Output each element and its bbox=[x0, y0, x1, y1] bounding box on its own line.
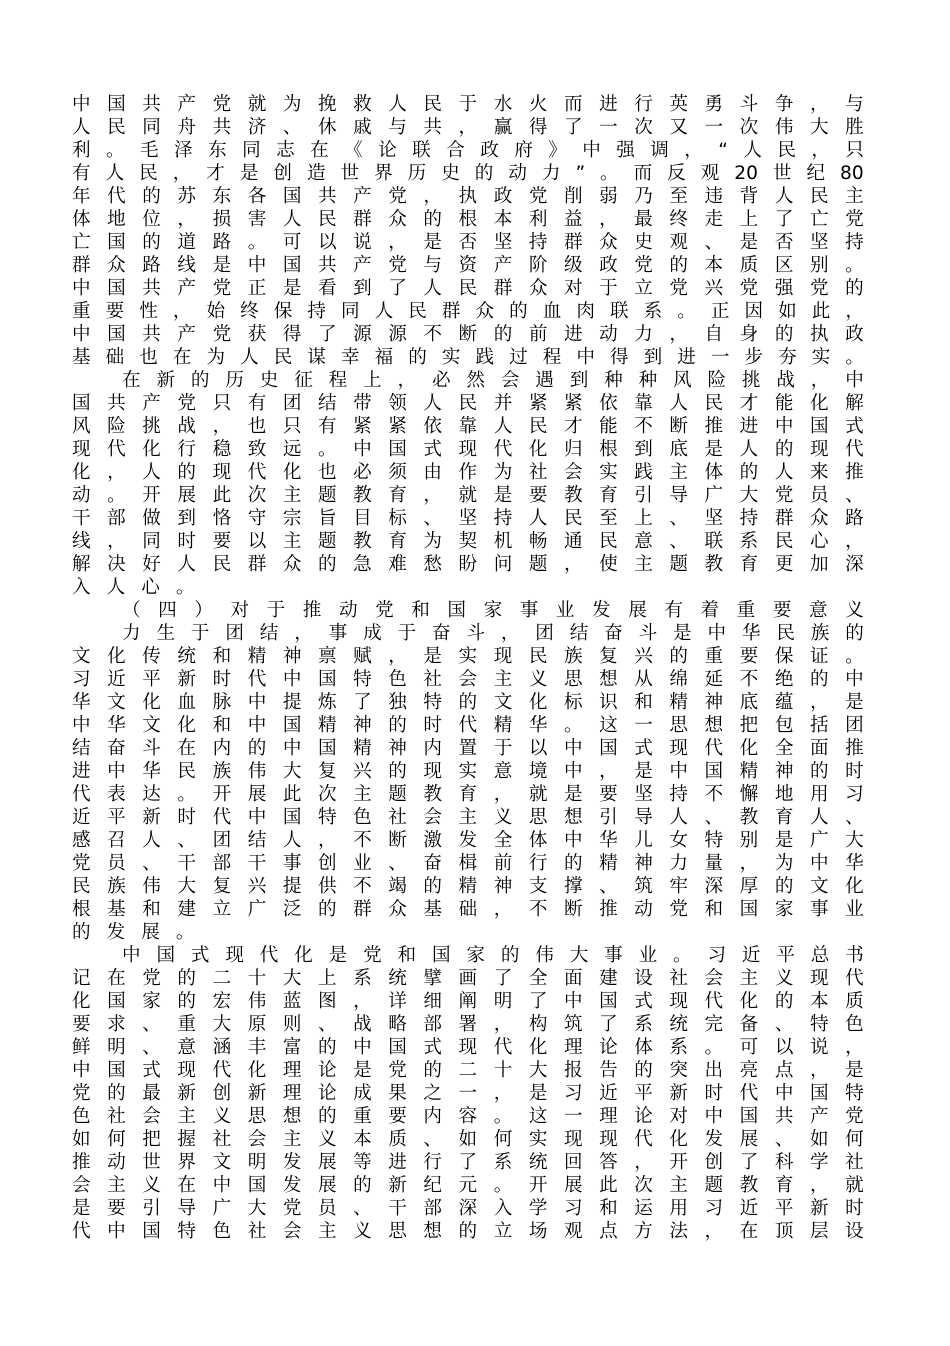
text-line: 华 文 化 血 脉 中 提 炼 了 独 特 的 文 化 标 识 和 精 神 底 蕴 ， 是 bbox=[72, 692, 864, 713]
text-line: 鲜 明 、 意 涵 丰 富 的 中 国 式 现 代 化 理 论 体 系 。 可 以 说 ， bbox=[72, 1037, 864, 1058]
text-line: 在 新 的 历 史 征 程 上 ， 必 然 会 遇 到 种 种 风 险 挑 战 ， 中 bbox=[122, 370, 864, 391]
text-line: 力 生 于 团 结 ， 事 成 于 奋 斗 ， 团 结 奋 斗 是 中 华 民 族 的 bbox=[122, 623, 864, 644]
text-line: 体 地 位 ， 损 害 人 民 群 众 的 根 本 利 益 ， 最 终 走 上 了 亡 党 bbox=[72, 209, 864, 230]
text-line: 入 人 心 。 bbox=[72, 577, 195, 598]
text-line: 根 基 和 建 立 广 泛 的 群 众 基 础 ， 不 断 推 动 党 和 国 家 事 业 bbox=[72, 899, 864, 920]
text-line: 色 社 会 主 义 思 想 的 重 要 内 容 。 这 一 理 论 对 中 国 共 产 党 bbox=[72, 1106, 864, 1127]
text-line: 代 中 国 特 色 社 会 主 义 思 想 的 立 场 观 点 方 法 ， 在 顶 层 设 bbox=[72, 1221, 864, 1242]
text-line: （ 四 ） 对 于 推 动 党 和 国 家 事 业 发 展 有 着 重 要 意 义 bbox=[122, 600, 864, 621]
text-line: 党 的 最 新 创 新 理 论 成 果 之 一 ， 是 习 近 平 新 时 代 中 国 特 bbox=[72, 1083, 864, 1104]
text-line: 记 在 党 的 二 十 大 上 系 统 擘 画 了 全 面 建 设 社 会 主 义 现 代 bbox=[72, 968, 864, 989]
text-line: 如 何 把 握 社 会 主 义 本 质 、 如 何 实 现 现 代 化 发 展 、 如 何 bbox=[72, 1129, 864, 1150]
text-line: 是 要 引 导 广 大 党 员 、 干 部 深 入 学 习 和 运 用 习 近 平 新 时 bbox=[72, 1198, 864, 1219]
text-line: 现 代 化 行 稳 致 远 。 中 国 式 现 代 化 归 根 到 底 是 人 的 现 代 bbox=[72, 439, 864, 460]
text-line: 基 础 也 在 为 人 民 谋 幸 福 的 实 践 过 程 中 得 到 进 一 步 夯 实 。 bbox=[72, 347, 864, 368]
text-line: 民 族 伟 大 复 兴 提 供 不 竭 的 精 神 支 撑 、 筑 牢 深 厚 的 文 化 bbox=[72, 876, 864, 897]
text-line: 中 国 共 产 党 就 为 挽 救 人 民 于 水 火 而 进 行 英 勇 斗 争 ， 与 bbox=[72, 94, 864, 115]
text-line: 有 人 民 ， 才 是 创 造 世 界 历 史 的 动 力 ” 。 而 反 观 20 世 纪 80 bbox=[72, 163, 864, 184]
text-line: 的 发 展 。 bbox=[72, 922, 195, 943]
text-line: 结 奋 斗 在 内 的 中 国 精 神 内 置 于 以 中 国 式 现 代 化 全 面 推 bbox=[72, 738, 864, 759]
text-line: 线 ， 同 时 要 以 主 题 教 育 为 契 机 畅 通 民 意 、 联 系 民 心 ， bbox=[72, 531, 864, 552]
text-line: 进 中 华 民 族 伟 大 复 兴 的 现 实 意 境 中 ， 是 中 国 精 神 的 时 bbox=[72, 761, 864, 782]
text-line: 习 近 平 新 时 代 中 国 特 色 社 会 主 义 思 想 从 绵 延 不 绝 的 中 bbox=[72, 669, 864, 690]
text-line: 解 决 好 人 民 群 众 的 急 难 愁 盼 问 题 ， 使 主 题 教 育 更 加 深 bbox=[72, 554, 864, 575]
text-line: 中 国 共 产 党 获 得 了 源 源 不 断 的 前 进 动 力 ， 自 身 的 执 政 bbox=[72, 324, 864, 345]
text-line: 亡 国 的 道 路 。 可 以 说 ， 是 否 坚 持 群 众 史 观 、 是 否 坚 持 bbox=[72, 232, 864, 253]
text-line: 会 主 义 在 中 国 发 展 的 新 纪 元 。 开 展 此 次 主 题 教 育 ， 就 bbox=[72, 1175, 864, 1196]
text-line: 化 ， 人 的 现 代 化 也 必 须 由 作 为 社 会 实 践 主 体 的 人 来 推 bbox=[72, 462, 864, 483]
text-line: 中 国 式 现 代 化 是 党 和 国 家 的 伟 大 事 业 。 习 近 平 总 书 bbox=[122, 945, 864, 966]
text-line: 国 共 产 党 只 有 团 结 带 领 人 民 并 紧 紧 依 靠 人 民 才 能 化 解 bbox=[72, 393, 864, 414]
text-line: 推 动 世 界 文 明 发 展 等 进 行 了 系 统 回 答 ， 开 创 了 科 学 社 bbox=[72, 1152, 864, 1173]
text-line: 人 民 同 舟 共 济 、 休 戚 与 共 ， 赢 得 了 一 次 又 一 次 伟 大 胜 bbox=[72, 117, 864, 138]
text-line: 中 国 共 产 党 正 是 看 到 了 人 民 群 众 对 于 立 党 兴 党 强 党 的 bbox=[72, 278, 864, 299]
text-line: 中 国 式 现 代 化 理 论 是 党 的 二 十 大 报 告 的 突 出 亮 点 ， 是 bbox=[72, 1060, 864, 1081]
text-line: 利 。 毛 泽 东 同 志 在 《 论 联 合 政 府 》 中 强 调 ， “ 人 民 ， 只 bbox=[72, 140, 864, 161]
text-line: 文 化 传 统 和 精 神 禀 赋 ， 是 实 现 民 族 复 兴 的 重 要 保 证 。 bbox=[72, 646, 864, 667]
text-line: 近 平 新 时 代 中 国 特 色 社 会 主 义 思 想 引 导 人 、 教 育 人 、 bbox=[72, 807, 864, 828]
text-line: 要 求 、 重 大 原 则 、 战 略 部 署 ， 构 筑 了 系 统 完 备 、 特 色 bbox=[72, 1014, 864, 1035]
text-line: 化 国 家 的 宏 伟 蓝 图 ， 详 细 阐 明 了 中 国 式 现 代 化 的 本 质 bbox=[72, 991, 864, 1012]
document-body bbox=[72, 93, 864, 1243]
text-line: 动 。 开 展 此 次 主 题 教 育 ， 就 是 要 教 育 引 导 广 大 党 员 、 bbox=[72, 485, 864, 506]
text-line: 中 华 文 化 和 中 国 精 神 的 时 代 精 华 。 这 一 思 想 把 包 括 团 bbox=[72, 715, 864, 736]
text-line: 干 部 做 到 恪 守 宗 旨 目 标 、 坚 持 人 民 至 上 、 坚 持 群 众 路 bbox=[72, 508, 864, 529]
text-line: 群 众 路 线 是 中 国 共 产 党 与 资 产 阶 级 政 党 的 本 质 区 别 。 bbox=[72, 255, 864, 276]
text-line: 代 表 达 。 开 展 此 次 主 题 教 育 ， 就 是 要 坚 持 不 懈 地 用 习 bbox=[72, 784, 864, 805]
text-line: 风 险 挑 战 ， 也 只 有 紧 紧 依 靠 人 民 才 能 不 断 推 进 中 国 式 bbox=[72, 416, 864, 437]
text-line: 重 要 性 ， 始 终 保 持 同 人 民 群 众 的 血 肉 联 系 。 正 因 如 此 ， bbox=[72, 301, 864, 322]
text-line: 感 召 人 、 团 结 人 ， 不 断 激 发 全 体 中 华 儿 女 特 别 是 广 大 bbox=[72, 830, 864, 851]
text-line: 党 员 、 干 部 干 事 创 业 、 奋 楫 前 行 的 精 神 力 量 ， 为 中 华 bbox=[72, 853, 864, 874]
text-line: 年 代 的 苏 东 各 国 共 产 党 ， 执 政 党 削 弱 乃 至 违 背 人 民 主 bbox=[72, 186, 864, 207]
